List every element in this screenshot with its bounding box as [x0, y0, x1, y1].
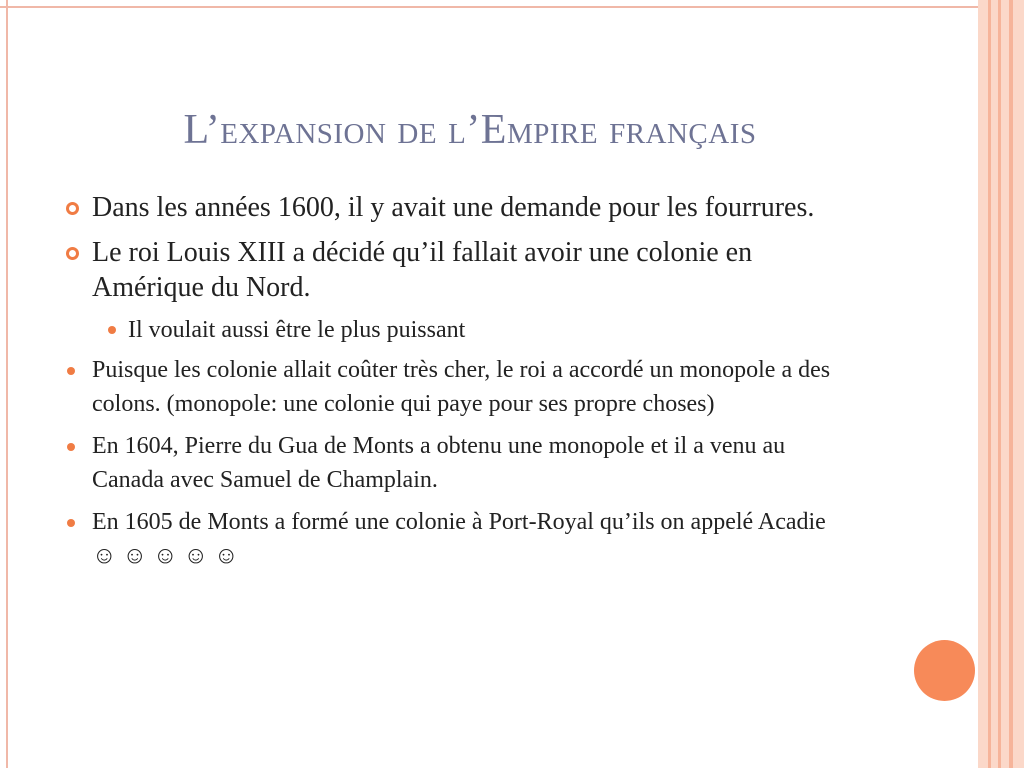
- bullet-item: [64, 235, 854, 305]
- bullet-item: [64, 353, 854, 421]
- decorative-stripe: [1013, 0, 1024, 768]
- bullet-item: [64, 429, 854, 497]
- hollow-bullet-icon: [66, 247, 79, 260]
- bullet-text: Puisque les colonie allait coûter très cher, le roi a accordé un monopole a des colons. (monopole: une colonie qui paye pour ses propre choses): [92, 357, 831, 417]
- decorative-circle: [914, 640, 975, 701]
- bullet-text: Le roi Louis XIII a décidé qu’il fallait avoir une colonie en Amérique du Nord.: [92, 237, 753, 303]
- slide-title: L’expansion de l’Empire français: [183, 107, 757, 153]
- dot-bullet-icon: [67, 367, 75, 375]
- dot-bullet-icon: [67, 443, 75, 451]
- frame-top-line: [0, 6, 978, 8]
- bullet-list: [64, 190, 854, 581]
- dot-bullet-icon: [108, 326, 116, 334]
- decorative-stripe: [991, 0, 998, 768]
- bullet-item: [64, 190, 854, 225]
- bullet-text: Dans les années 1600, il y avait une demande pour les fourrures.: [92, 192, 815, 223]
- decorative-stripe: [1001, 0, 1009, 768]
- bullet-text: En 1604, Pierre du Gua de Monts a obtenu une monopole et il a venu au Canada avec Samuel de Champlain.: [92, 433, 786, 493]
- hollow-bullet-icon: [66, 202, 79, 215]
- bullet-text: En 1605 de Monts a formé une colonie à Port-Royal qu’ils on appelé Acadie ☺ ☺ ☺ ☺ ☺: [92, 509, 826, 569]
- decorative-stripe: [978, 0, 988, 768]
- bullet-text: Il voulait aussi être le plus puissant: [128, 317, 466, 343]
- bullet-item: [64, 505, 854, 573]
- dot-bullet-icon: [67, 519, 75, 527]
- sub-bullet-item: [108, 315, 854, 345]
